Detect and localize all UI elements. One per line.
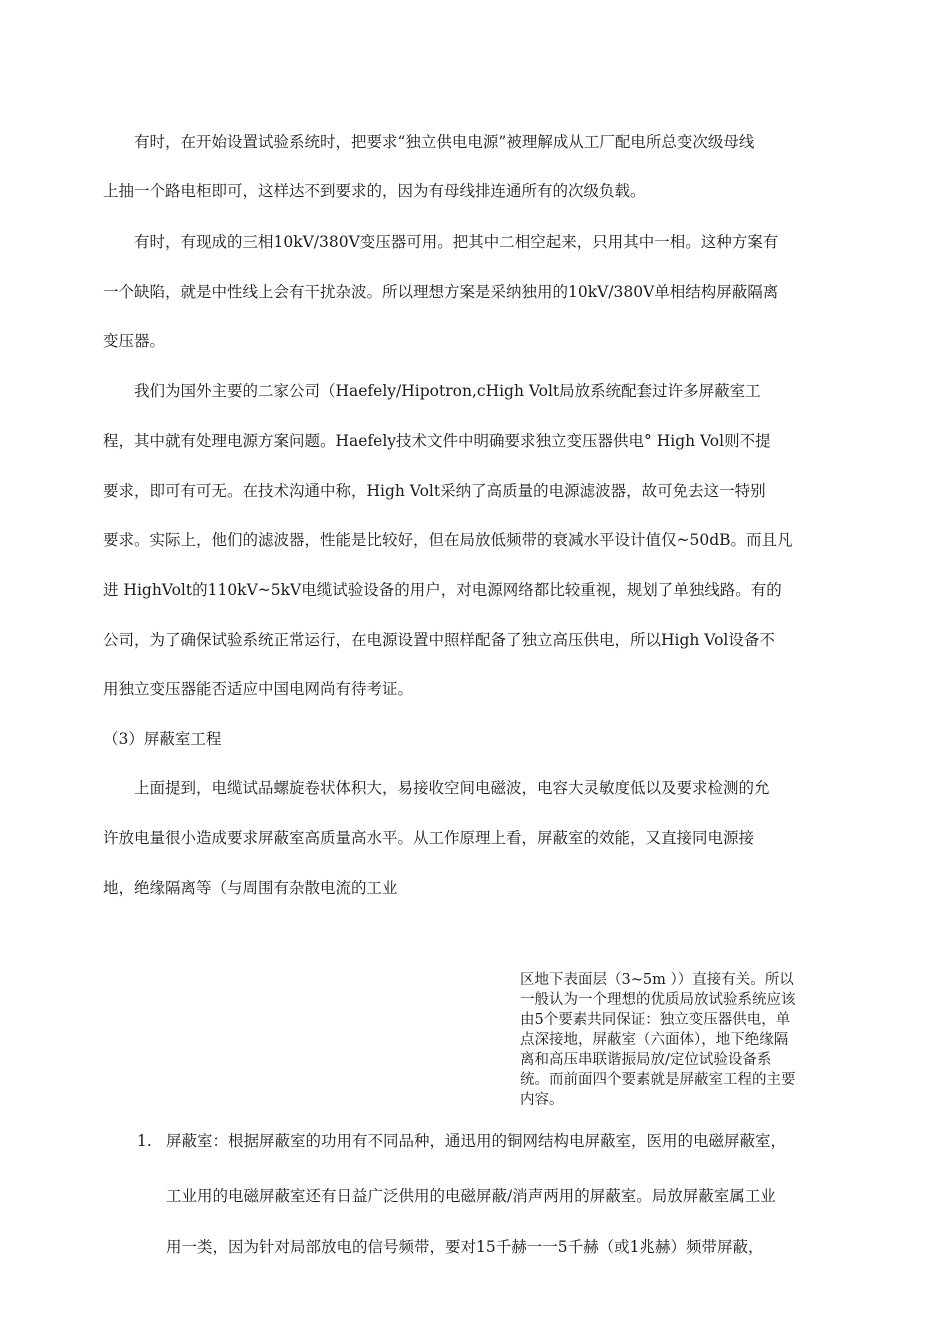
- side-block-line-2: 一般认为一个理想的优质局放试验系统应该: [520, 992, 796, 1008]
- side-block-line-4: 点深接地，屏蔽室（六面体），地下绝缘隔: [520, 1032, 789, 1048]
- side-block-line-3: 由5个要素共同保证：独立变压器供电，单: [520, 1012, 791, 1028]
- list-item-line-2: 工业用的电磁屏蔽室还有日益广泛供用的电磁屏蔽/消声两用的屏蔽室。局放屏蔽室属工业: [166, 1187, 776, 1205]
- paragraph-2-line-1: 有时，有现成的三相10kV/380V变压器可用。把其中二相空起来，只用其中一相。这种方案有: [103, 233, 779, 251]
- paragraph-3-line-7: 用独立变压器能否适应中国电网尚有待考证。: [103, 680, 414, 698]
- paragraph-3-line-1: 我们为国外主要的二家公司（Haefely/Hipotron,cHigh Volt局放系统配套过许多屏蔽室工: [103, 382, 761, 400]
- paragraph-2-line-3: 变压器。: [103, 332, 166, 350]
- paragraph-4-line-3: 地，绝缘隔离等（与周围有杂散电流的工业: [103, 879, 398, 897]
- paragraph-3-line-3: 要求，即可有可无。在技术沟通中称，High Volt采纳了高质量的电源滤波器，故可免去这一特别: [103, 482, 766, 500]
- side-block-line-6: 统。而前面四个要素就是屏蔽室工程的主要: [520, 1072, 796, 1088]
- list-item-number: 1.: [137, 1132, 152, 1150]
- paragraph-2-line-2: 一个缺陷，就是中性线上会有干扰杂波。所以理想方案是采纳独用的10kV/380V单相结构屏蔽隔离: [103, 283, 779, 301]
- side-block-line-1: 区地下表面层（3~5m ））直接有关。所以: [520, 972, 794, 988]
- side-block-line-5: 离和高压串联谐振局放/定位试验设备系: [520, 1052, 772, 1068]
- side-block-line-7: 内容。: [520, 1092, 564, 1108]
- paragraph-3-line-4: 要求。实际上，他们的滤波器，性能是比较好，但在局放低频带的衰减水平设计值仅~50dB。而且凡: [103, 531, 793, 549]
- section-heading: （3）屏蔽室工程: [103, 730, 222, 748]
- paragraph-4-line-2: 许放电量很小造成要求屏蔽室高质量高水平。从工作原理上看，屏蔽室的效能，又直接同电源接: [103, 829, 755, 847]
- paragraph-1-line-2: 上抽一个路电柜即可，这样达不到要求的，因为有母线排连通所有的次级负载。: [103, 182, 646, 200]
- paragraph-4-line-1: 上面提到，电缆试品螺旋卷状体积大，易接收空间电磁波，电容大灵敏度低以及要求检测的允: [103, 779, 770, 797]
- list-item-line-1: 屏蔽室：根据屏蔽室的功用有不同品种，通迅用的铜网结构电屏蔽室，医用的电磁屏蔽室，: [166, 1132, 787, 1150]
- paragraph-1-line-1: 有时，在开始设置试验系统时，把要求“独立供电电源”被理解成从工厂配电所总变次级母线: [103, 133, 755, 151]
- paragraph-3-line-2: 程，其中就有处理电源方案问题。Haefely技术文件中明确要求独立变压器供电° High Vol则不提: [103, 432, 771, 450]
- paragraph-3-line-5: 进 HighVolt的110kV~5kV电缆试验设备的用户，对电源网络都比较重视，规划了单独线路。有的: [103, 581, 782, 599]
- list-item-line-3: 用一类，因为针对局部放电的信号频带，要对15千赫一一5千赫（或1兆赫）频带屏蔽，: [166, 1238, 764, 1256]
- paragraph-3-line-6: 公司，为了确保试验系统正常运行，在电源设置中照样配备了独立高压供电，所以High Vol设备不: [103, 631, 775, 649]
